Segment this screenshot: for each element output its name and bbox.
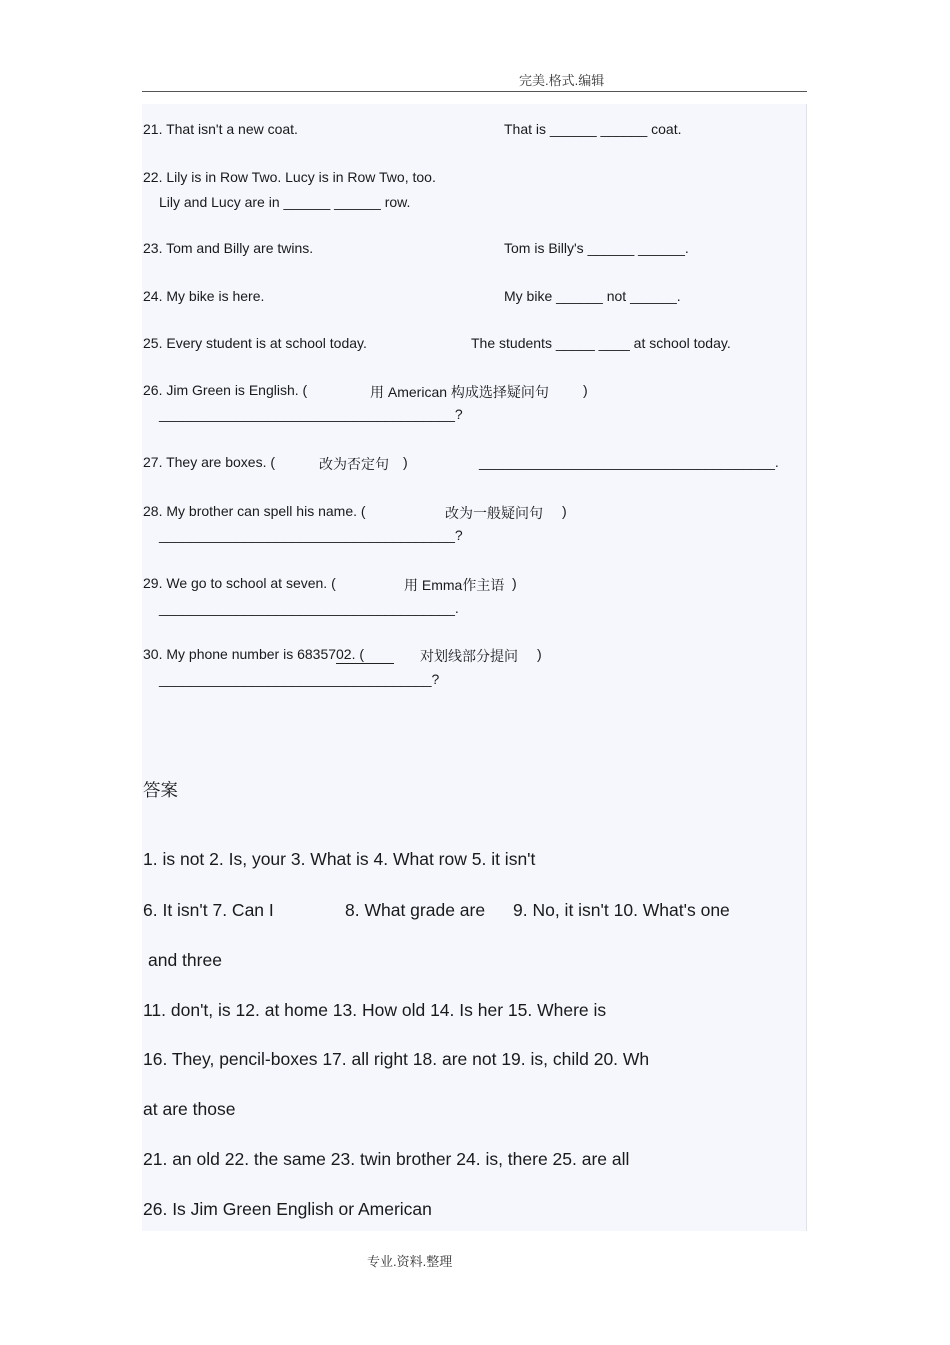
q30-prompt: 30. My phone number is 6835702. ( — [143, 646, 365, 662]
q26-hint: 用 American 构成选择疑问句 — [370, 384, 549, 400]
answers-line-8: 26. Is Jim Green English or American — [143, 1199, 432, 1219]
q25-prompt: 25. Every student is at school today. — [143, 335, 367, 351]
q27-hint: 改为否定句 — [319, 456, 389, 472]
q27-answer-line: ______________________________________. — [479, 454, 779, 470]
q24-answer-line: My bike ______ not ______. — [504, 288, 681, 304]
q29-close-paren: ) — [512, 575, 517, 591]
q22-prompt: 22. Lily is in Row Two. Lucy is in Row Two, too. — [143, 169, 436, 185]
q24-prompt: 24. My bike is here. — [143, 288, 265, 304]
q25-answer-line: The students _____ ____ at school today. — [471, 335, 731, 351]
answers-line-2c: 9. No, it isn't 10. What's one — [513, 900, 730, 920]
q29-prompt: 29. We go to school at seven. ( — [143, 575, 336, 591]
header-rule — [142, 91, 807, 92]
q26-answer-line: ______________________________________? — [159, 406, 463, 422]
q30-close-paren: ) — [537, 646, 542, 662]
q21-answer-line: That is ______ ______ coat. — [504, 121, 682, 137]
q26-close-paren: ) — [583, 382, 588, 398]
q29-answer-line: ______________________________________. — [159, 600, 459, 616]
answers-title: 答案 — [143, 780, 178, 800]
q22-answer-line: Lily and Lucy are in ______ ______ row. — [159, 194, 411, 210]
answers-line-6: at are those — [143, 1099, 236, 1119]
q26-prompt: 26. Jim Green is English. ( — [143, 382, 308, 398]
q28-hint: 改为一般疑问句 — [445, 505, 543, 521]
answers-line-7: 21. an old 22. the same 23. twin brother 24. is, there 25. are all — [143, 1149, 630, 1169]
q27-close-paren: ) — [403, 454, 408, 470]
q27-prompt: 27. They are boxes. ( — [143, 454, 276, 470]
answers-line-2a: 6. It isn't 7. Can I — [143, 900, 274, 920]
q30-underline-mark — [336, 663, 394, 664]
answers-line-3: and three — [148, 950, 222, 970]
q21-prompt: 21. That isn't a new coat. — [143, 121, 298, 137]
q30-hint: 对划线部分提问 — [420, 648, 518, 664]
q29-hint: 用 Emma作主语 — [404, 577, 505, 593]
q23-answer-line: Tom is Billy's ______ ______. — [504, 240, 689, 256]
q28-prompt: 28. My brother can spell his name. ( — [143, 503, 366, 519]
q23-prompt: 23. Tom and Billy are twins. — [143, 240, 314, 256]
page-footer: 专业.资料.整理 — [367, 1254, 453, 1269]
answers-line-2b: 8. What grade are — [345, 900, 486, 920]
q28-close-paren: ) — [562, 503, 567, 519]
answers-line-4: 11. don't, is 12. at home 13. How old 14. Is her 15. Where is — [143, 1000, 607, 1020]
q30-answer-line: ___________________________________? — [159, 671, 440, 687]
q28-answer-line: ______________________________________? — [159, 527, 463, 543]
page-header: 完美.格式.编辑 — [519, 73, 605, 88]
answers-line-5: 16. They, pencil-boxes 17. all right 18. are not 19. is, child 20. Wh — [143, 1049, 650, 1069]
answers-line-1: 1. is not 2. Is, your 3. What is 4. What row 5. it isn't — [143, 849, 536, 869]
